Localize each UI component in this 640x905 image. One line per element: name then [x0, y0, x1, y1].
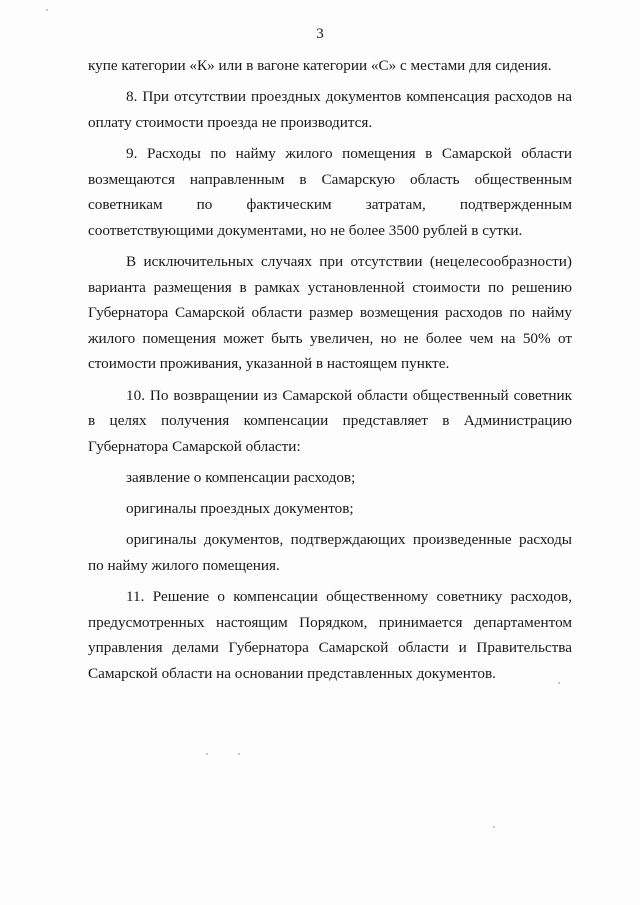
list-item-application: заявление о компенсации расходов;: [126, 468, 356, 486]
scan-speck: [238, 753, 240, 755]
list-item-travel-documents: оригиналы проездных документов;: [126, 500, 354, 518]
document-body: [88, 53, 572, 692]
list-item-accommodation-documents: оригиналы документов, подтверждающих произведенные расходы по найму жилого помещения.: [88, 531, 572, 574]
paragraph-continuation: купе категории «К» или в вагоне категории «С» с местами для сидения.: [88, 57, 552, 74]
scan-speck: [206, 753, 208, 755]
scan-speck: [493, 826, 495, 828]
paragraph-exceptional-cases: В исключительных случаях при отсутствии (нецелесообразности) варианта размещения в рамках установленной стоимости по решению Губернатора Самарской области размер возмещения расходов по найму жилого помещения может быть увеличен, но не более чем на 50% от стоимости проживания, указанной в настоящем пункте.: [88, 252, 572, 373]
paragraph-item-10: 10. По возвращении из Самарской области общественный советник в целях получения компенсации представляет в Администрацию Губернатора Самарской области:: [88, 386, 572, 455]
scan-speck: [46, 9, 48, 11]
paragraph-item-9: 9. Расходы по найму жилого помещения в Самарской области возмещаются направленным в Самарскую область общественным советникам по фактическим затратам, подтвержденным соответствующими документами, но не более 3500 рублей в сутки.: [88, 144, 572, 239]
page-number: 3: [316, 26, 324, 42]
paragraph-item-11: 11. Решение о компенсации общественному советнику расходов, предусмотренных настоящим Порядком, принимается департаментом управления делами Губернатора Самарской области и Правительства Самарской области на основании представленных документов.: [88, 588, 572, 682]
scan-speck: [558, 682, 560, 684]
paragraph-item-8: 8. При отсутствии проездных документов компенсация расходов на оплату стоимости проезда не производится.: [88, 88, 572, 131]
